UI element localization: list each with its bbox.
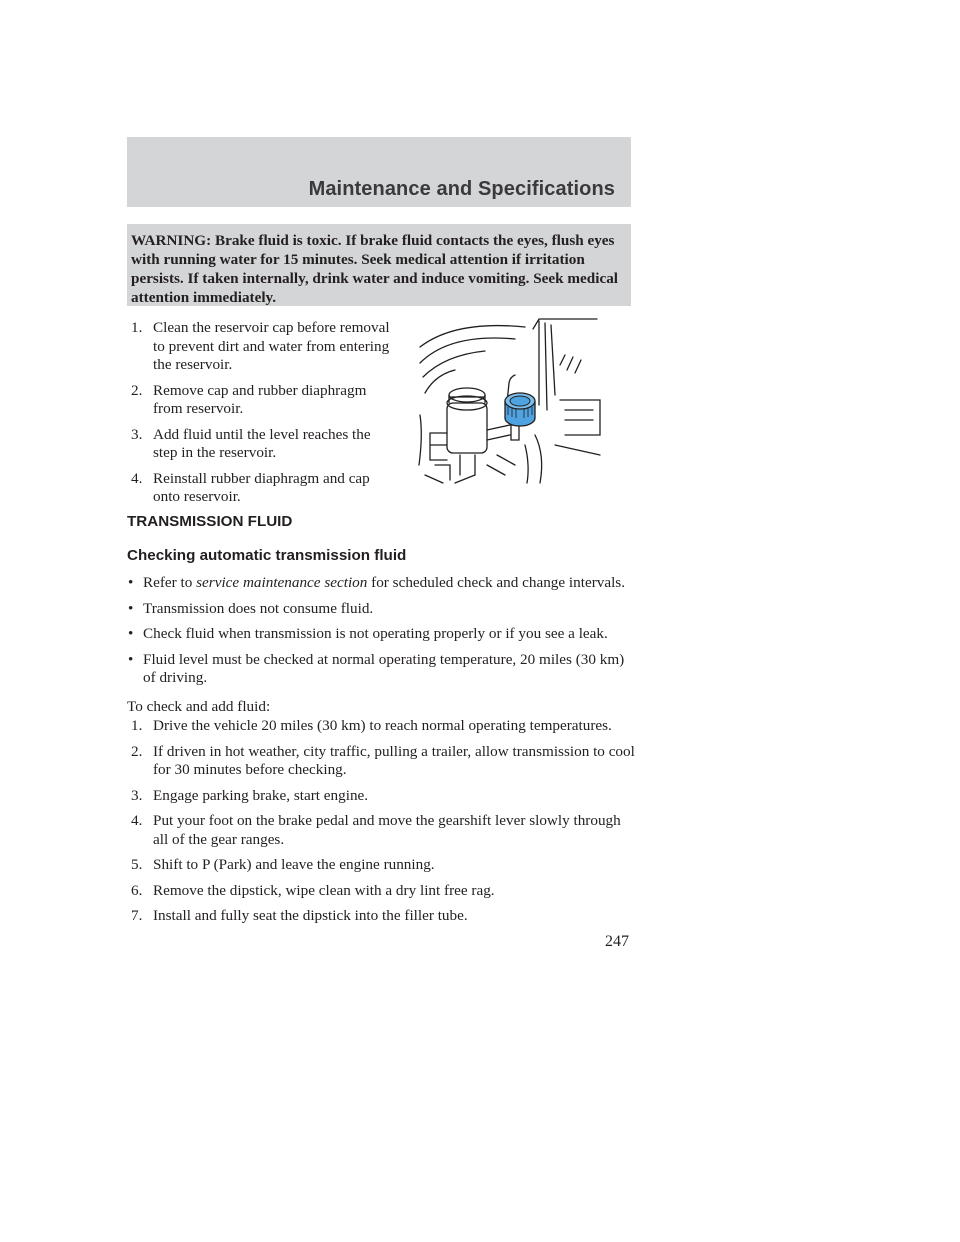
bullet-text: Transmission does not consume fluid. [143, 599, 374, 617]
bullet-item [127, 574, 637, 593]
step-text: Shift to P (Park) and leave the engine running. [153, 856, 435, 873]
step-number: 2. [131, 742, 143, 760]
warning-text: WARNING: Brake fluid is toxic. If brake fluid contacts the eyes, flush eyes with running water for 15 minutes. Seek medical attention if irritation persists. If taken internally, drink water and induce vomiting. Seek medical attention immediately. [131, 232, 619, 306]
page-header-title: Maintenance and Specifications [308, 178, 615, 200]
step-text: Install and fully seat the dipstick into the filler tube. [153, 907, 468, 924]
procedure-intro: To check and add fluid: [127, 698, 271, 715]
brake-steps-list [127, 319, 392, 514]
transmission-step [127, 717, 637, 736]
step-text: Remove cap and rubber diaphragm from reservoir. [153, 381, 367, 417]
step-number: 4. [131, 812, 143, 829]
bullet-item [127, 651, 637, 688]
step-text: Add fluid until the level reaches the step in the reservoir. [153, 425, 371, 461]
step-number: 3. [131, 786, 143, 804]
step-number: 2. [131, 381, 143, 399]
brake-reservoir-illustration [415, 315, 605, 485]
step-text: Reinstall rubber diaphragm and cap onto reservoir. [153, 469, 370, 505]
step-text: If driven in hot weather, city traffic, pulling a trailer, allow transmission to cool for 30 minutes before checking. [153, 742, 635, 778]
step-number: 1. [131, 717, 143, 734]
step-number: 4. [131, 469, 143, 487]
bullet-dot: • [128, 625, 134, 642]
step-text: Remove the dipstick, wipe clean with a dry lint free rag. [153, 881, 495, 899]
transmission-step [127, 856, 637, 875]
bullet-list [127, 574, 637, 695]
bullet-suffix: for scheduled check and change intervals. [371, 574, 626, 591]
step-number: 6. [131, 881, 143, 899]
reservoir-cap-highlight [505, 393, 535, 426]
bullet-dot: • [128, 574, 134, 591]
brake-step [127, 426, 392, 463]
step-text: Drive the vehicle 20 miles (30 km) to reach normal operating temperatures. [153, 717, 612, 734]
page-number: 247 [605, 933, 629, 950]
brake-step [127, 319, 392, 375]
section-title: TRANSMISSION FLUID [127, 513, 293, 530]
brake-step [127, 470, 392, 507]
transmission-steps-list [127, 717, 637, 933]
bullet-prefix: Refer to [143, 574, 193, 591]
transmission-step [127, 882, 637, 901]
transmission-step [127, 743, 637, 780]
bullet-text: Check fluid when transmission is not operating properly or if you see a leak. [143, 625, 608, 642]
step-number: 5. [131, 856, 143, 873]
brake-step [127, 382, 392, 419]
transmission-step [127, 907, 637, 926]
bullet-item [127, 625, 637, 644]
bullet-item [127, 600, 637, 619]
bullet-dot: • [128, 599, 134, 617]
header-band [127, 137, 631, 207]
step-number: 1. [131, 319, 143, 336]
bullet-dot: • [128, 650, 134, 668]
step-text: Engage parking brake, start engine. [153, 786, 369, 804]
step-text: Clean the reservoir cap before removal to prevent dirt and water from entering the reservoir. [153, 319, 390, 373]
engine-compartment-drawing [415, 315, 605, 485]
bullet-text: Fluid level must be checked at normal operating temperature, 20 miles (30 km) of driving. [143, 650, 625, 686]
step-number: 3. [131, 425, 143, 443]
subsection-title: Checking automatic transmission fluid [127, 547, 407, 564]
transmission-step [127, 812, 637, 849]
transmission-step [127, 787, 637, 806]
step-text: Put your foot on the brake pedal and move the gearshift lever slowly through all of the gear ranges. [153, 812, 621, 848]
service-maintenance-reference: service maintenance section [196, 574, 368, 591]
warning-box [127, 224, 631, 306]
step-number: 7. [131, 907, 143, 924]
